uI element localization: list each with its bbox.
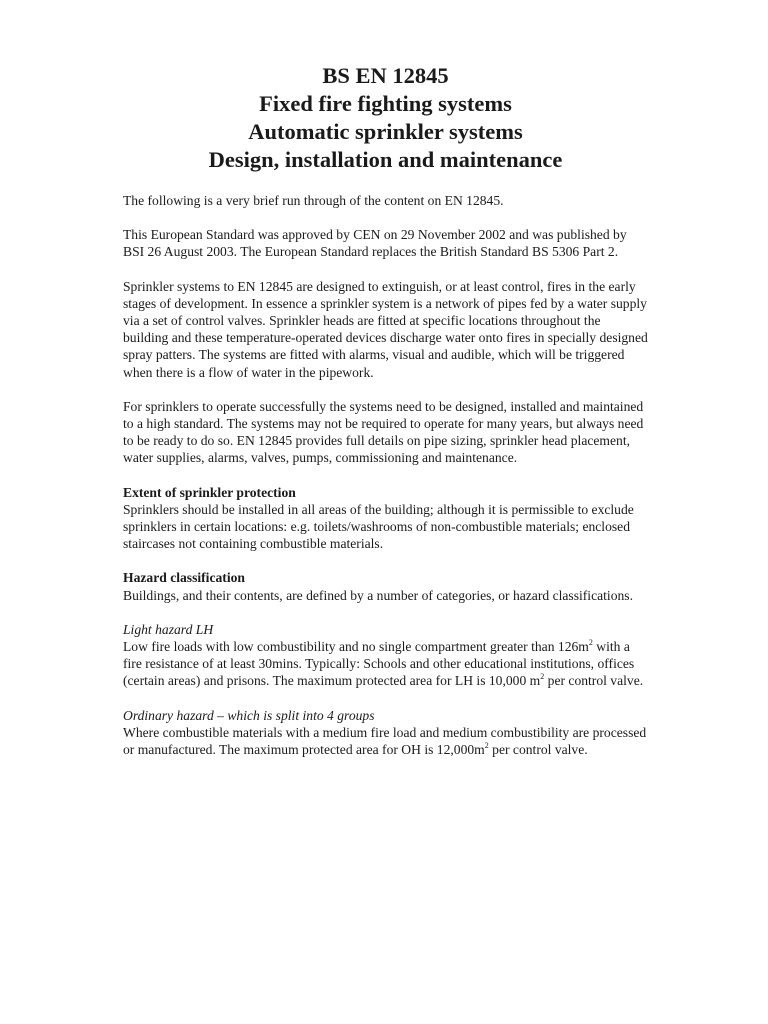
light-hazard-superscript-a: 2 (588, 638, 593, 648)
title-line-fixed-fire-fighting: Fixed fire fighting systems (259, 91, 512, 116)
light-hazard-superscript-b: 2 (540, 672, 545, 682)
systems-overview-paragraph: Sprinkler systems to EN 12845 are designed to extinguish, or at least control, fires in the early stages of development. In essence a sprinkler system is a network of pipes fed by a water supply via a set of control valves. Sprinkler heads are fitted at specific locations throughout the building and these temperature-operated devices discharge water onto fires in specially designed spray patters. The systems are fitted with alarms, visual and audible, which will be triggered when there is a flow of water in the pipework. (123, 278, 648, 380)
extent-heading: Extent of sprinkler protection (123, 484, 296, 500)
light-hazard-text-a: Low fire loads with low combustibility and no single compartment greater than 126m (123, 639, 589, 655)
ordinary-hazard-section (123, 707, 648, 759)
ordinary-hazard-heading: Ordinary hazard – which is split into 4 groups (123, 707, 375, 723)
document-page (123, 62, 648, 775)
approval-paragraph: This European Standard was approved by CEN on 29 November 2002 and was published by BSI 26 August 2003. The European Standard replaces the British Standard BS 5306 Part 2. (123, 227, 627, 260)
operation-paragraph: For sprinklers to operate successfully the systems need to be designed, installed and maintained to a high standard. The systems may not be required to operate for many years, but always need to be ready to do so. EN 12845 provides full details on pipe sizing, sprinkler head placement, water supplies, alarms, valves, pumps, commissioning and maintenance. (123, 398, 644, 466)
ordinary-hazard-superscript: 2 (484, 741, 489, 751)
title-standard-number: BS EN 12845 (322, 63, 449, 88)
ordinary-hazard-text-b: per control valve. (488, 742, 588, 758)
hazard-body: Buildings, and their contents, are defined by a number of categories, or hazard classifications. (123, 587, 633, 603)
hazard-section (123, 569, 648, 603)
light-hazard-section (123, 621, 648, 690)
document-title (123, 62, 648, 174)
light-hazard-text-c: per control valve. (544, 673, 644, 689)
extent-section (123, 484, 648, 553)
title-line-design-installation: Design, installation and maintenance (208, 147, 563, 172)
hazard-heading: Hazard classification (123, 570, 245, 586)
extent-body: Sprinklers should be installed in all areas of the building; although it is permissible to exclude sprinklers in certain locations: e.g. toilets/washrooms of non-combustible materials; enclosed staircases not containing combustible materials. (123, 501, 634, 552)
ordinary-hazard-text-a: Where combustible materials with a medium fire load and medium combustibility are processed or manufactured. The maximum protected area for OH is 12,000m (123, 724, 647, 758)
intro-paragraph: The following is a very brief run through of the content on EN 12845. (123, 193, 504, 208)
light-hazard-heading: Light hazard LH (123, 621, 214, 637)
light-hazard-text-b: with a fire resistance of at least 30mins. Typically: Schools and other educational institutions, offices (certain areas) and prisons. The maximum protected area for LH is 10,000 m (123, 639, 635, 689)
title-line-automatic-sprinkler: Automatic sprinkler systems (248, 119, 523, 144)
